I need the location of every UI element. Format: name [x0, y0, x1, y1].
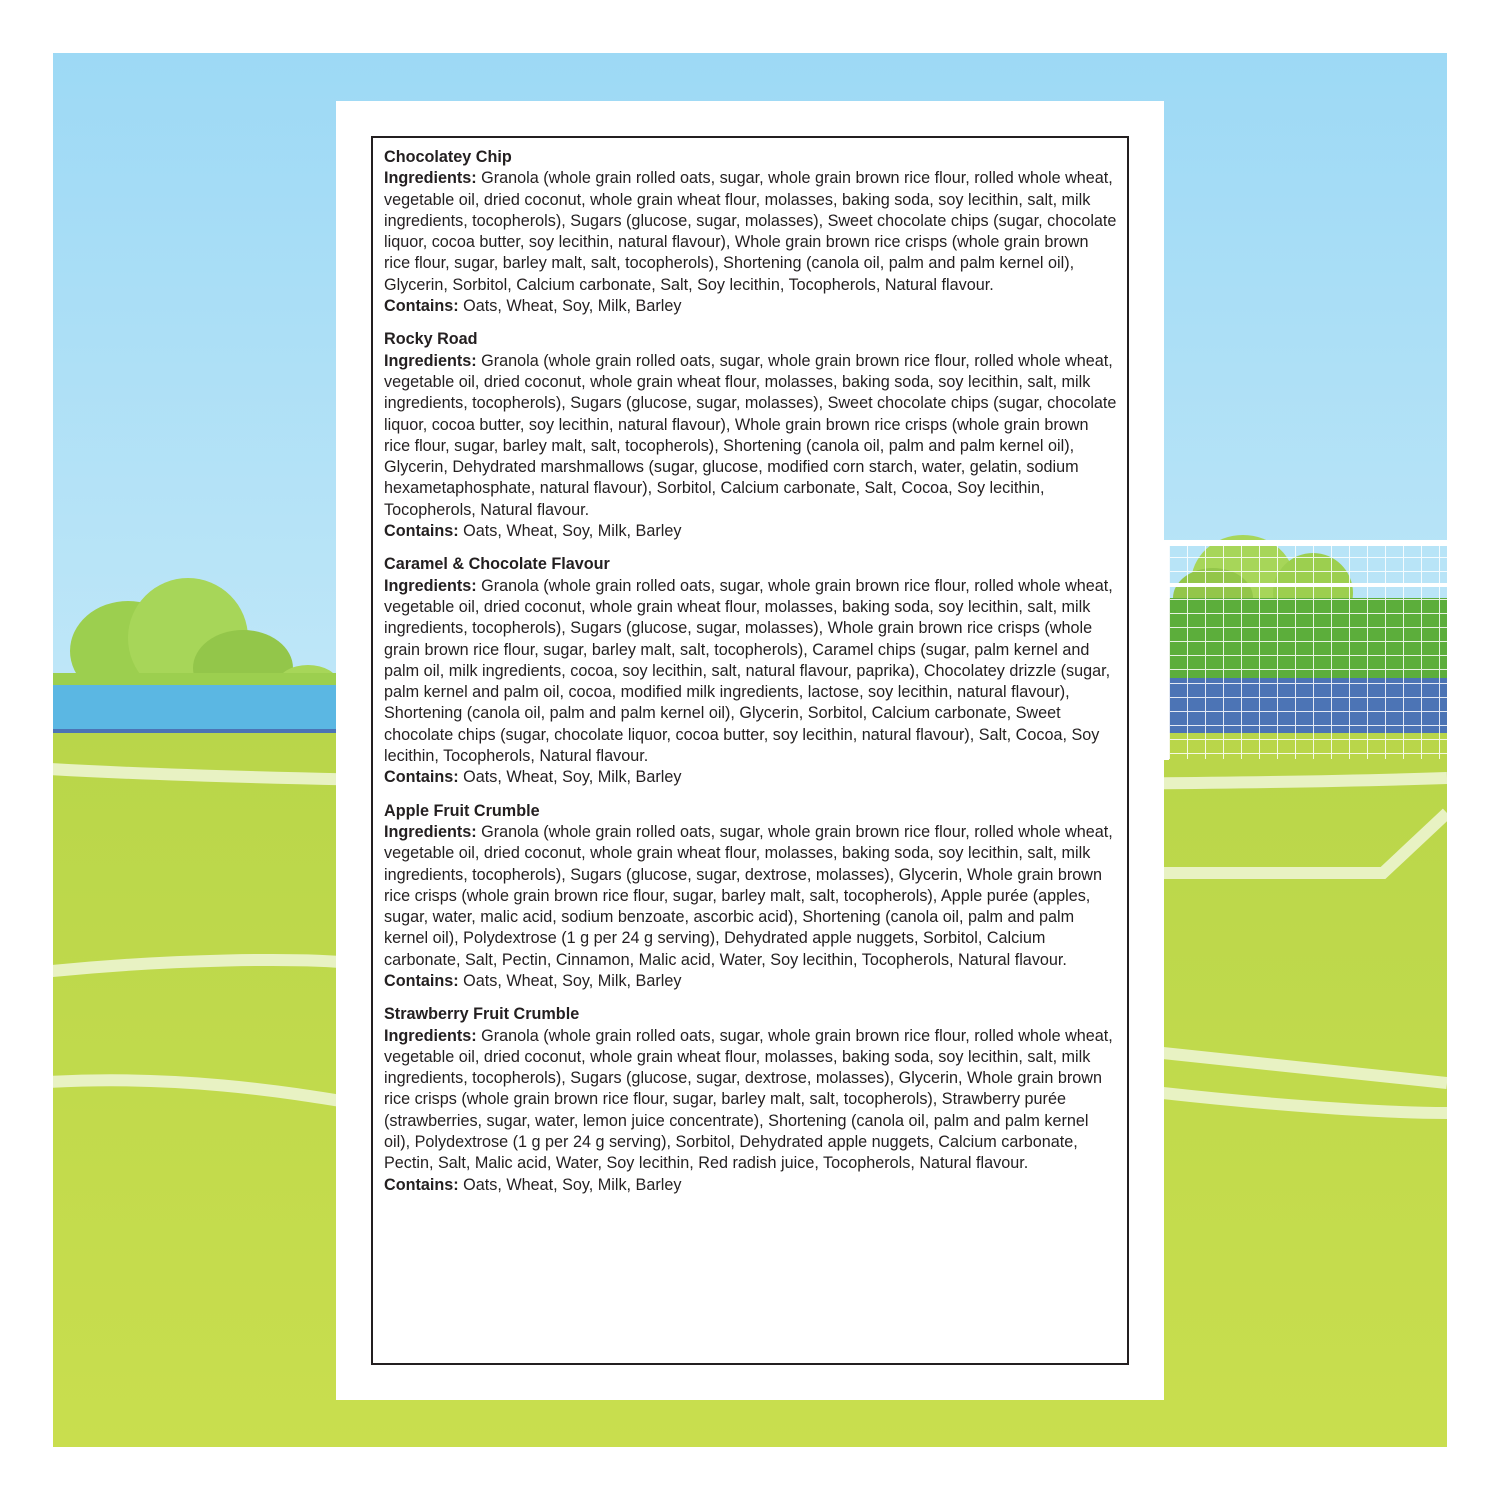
- contains-text: [384, 971, 1117, 992]
- contains-label: Contains:: [384, 971, 459, 990]
- ingredients-text: [384, 576, 1117, 768]
- ingredients-label: Ingredients:: [384, 1026, 477, 1045]
- ingredients-frame: [371, 136, 1129, 1365]
- ingredients-text: [384, 822, 1117, 971]
- product-section-rocky-road: [384, 329, 1117, 542]
- allergen-list: Oats, Wheat, Soy, Milk, Barley: [458, 297, 682, 316]
- product-name: Rocky Road: [384, 330, 478, 349]
- product-name: Caramel & Chocolate Flavour: [384, 555, 610, 574]
- ingredients-text: [384, 1026, 1117, 1175]
- contains-label: Contains:: [384, 1175, 459, 1194]
- ingredients-text: [384, 351, 1117, 521]
- contains-label: Contains:: [384, 297, 459, 316]
- ingredients-list: Granola (whole grain rolled oats, sugar, whole grain brown rice flour, rolled whole wheat, vegetable oil, dried coconut, whole grain wheat flour, molasses, baking soda, soy lecithin, salt, milk ingredients, tocopherols), Sugars (glucose, sugar, molasses), Whole grain brown rice crisps (whole grain brown rice flour, sugar, barley malt, salt, tocopherols), Caramel chips (sugar, palm kernel and palm oil, milk ingredients, cocoa, soy lecithin, salt, natural flavour, paprika), Chocolatey drizzle (sugar, palm kernel and palm oil, cocoa, modified milk ingredients, lactose, soy lecithin, natural flavour), Shortening (canola oil, palm and palm kernel oil), Glycerin, Sorbitol, Calcium carbonate, Sweet chocolate chips (sugar, chocolate liquor, cocoa butter, soy lecithin, natural flavour), Salt, Cocoa, Soy lecithin, Tocopherols, Natural flavour.: [384, 576, 1113, 766]
- product-section-caramel-chocolate: [384, 554, 1117, 788]
- allergen-list: Oats, Wheat, Soy, Milk, Barley: [458, 971, 682, 990]
- ingredients-list: Granola (whole grain rolled oats, sugar, whole grain brown rice flour, rolled whole wheat, vegetable oil, dried coconut, whole grain wheat flour, molasses, baking soda, soy lecithin, salt, milk ingredients, tocopherols), Sugars (glucose, sugar, molasses), Sweet chocolate chips (sugar, chocolate liquor, cocoa butter, soy lecithin, natural flavour), Whole grain brown rice crisps (whole grain brown rice flour, sugar, barley malt, salt, tocopherols), Shortening (canola oil, palm and palm kernel oil), Glycerin, Sorbitol, Calcium carbonate, Salt, Soy lecithin, Tocopherols, Natural flavour.: [384, 169, 1117, 294]
- ingredients-label: Ingredients:: [384, 576, 477, 595]
- product-name: Apple Fruit Crumble: [384, 801, 540, 820]
- ingredients-label: Ingredients:: [384, 822, 477, 841]
- ingredients-list: Granola (whole grain rolled oats, sugar, whole grain brown rice flour, rolled whole wheat, vegetable oil, dried coconut, whole grain wheat flour, molasses, baking soda, soy lecithin, salt, milk ingredients, tocopherols), Sugars (glucose, sugar, dextrose, molasses), Glycerin, Whole grain brown rice crisps (whole grain brown rice flour, sugar, barley malt, salt, tocopherols), Apple purée (apples, sugar, water, malic acid, sodium benzoate, ascorbic acid), Shortening (canola oil, palm and palm kernel oil), Polydextrose (1 g per 24 g serving), Dehydrated apple nuggets, Sorbitol, Calcium carbonate, Salt, Pectin, Cinnamon, Malic acid, Water, Soy lecithin, Tocopherols, Natural flavour.: [384, 822, 1113, 969]
- allergen-list: Oats, Wheat, Soy, Milk, Barley: [458, 522, 682, 541]
- ingredients-label: Ingredients:: [384, 169, 477, 188]
- product-section-chocolatey-chip: [384, 147, 1117, 317]
- ingredients-label: Ingredients:: [384, 351, 477, 370]
- allergen-list: Oats, Wheat, Soy, Milk, Barley: [458, 768, 682, 787]
- contains-text: [384, 1175, 1117, 1196]
- contains-text: [384, 521, 1117, 542]
- ingredients-list: Granola (whole grain rolled oats, sugar, whole grain brown rice flour, rolled whole wheat, vegetable oil, dried coconut, whole grain wheat flour, molasses, baking soda, soy lecithin, salt, milk ingredients, tocopherols), Sugars (glucose, sugar, molasses), Sweet chocolate chips (sugar, chocolate liquor, cocoa butter, soy lecithin, natural flavour), Whole grain brown rice crisps (whole grain brown rice flour, sugar, barley malt, salt, tocopherols), Shortening (canola oil, palm and palm kernel oil), Glycerin, Dehydrated marshmallows (sugar, glucose, modified corn starch, water, gelatin, sodium hexametaphosphate, natural flavour), Sorbitol, Calcium carbonate, Salt, Cocoa, Soy lecithin, Tocopherols, Natural flavour.: [384, 351, 1117, 519]
- contains-label: Contains:: [384, 768, 459, 787]
- contains-text: [384, 767, 1117, 788]
- contains-text: [384, 296, 1117, 317]
- goal-net: [1163, 540, 1447, 760]
- contains-label: Contains:: [384, 522, 459, 541]
- ingredients-panel: [336, 101, 1164, 1400]
- product-name: Chocolatey Chip: [384, 148, 512, 166]
- ingredients-text: [384, 168, 1117, 296]
- ingredients-list: Granola (whole grain rolled oats, sugar, whole grain brown rice flour, rolled whole wheat, vegetable oil, dried coconut, whole grain wheat flour, molasses, baking soda, soy lecithin, salt, milk ingredients, tocopherols), Sugars (glucose, sugar, dextrose, molasses), Glycerin, Whole grain brown rice crisps (whole grain brown rice flour, sugar, barley malt, salt, tocopherols), Strawberry purée (strawberries, sugar, water, lemon juice concentrate), Shortening (canola oil, palm and palm kernel oil), Polydextrose (1 g per 24 g serving), Sorbitol, Dehydrated apple nuggets, Calcium carbonate, Pectin, Salt, Malic acid, Water, Soy lecithin, Red radish juice, Tocopherols, Natural flavour.: [384, 1026, 1113, 1173]
- product-section-strawberry-fruit-crumble: [384, 1004, 1117, 1196]
- product-name: Strawberry Fruit Crumble: [384, 1005, 580, 1024]
- water-left: [53, 685, 338, 733]
- product-section-apple-fruit-crumble: [384, 801, 1117, 993]
- allergen-list: Oats, Wheat, Soy, Milk, Barley: [458, 1175, 682, 1194]
